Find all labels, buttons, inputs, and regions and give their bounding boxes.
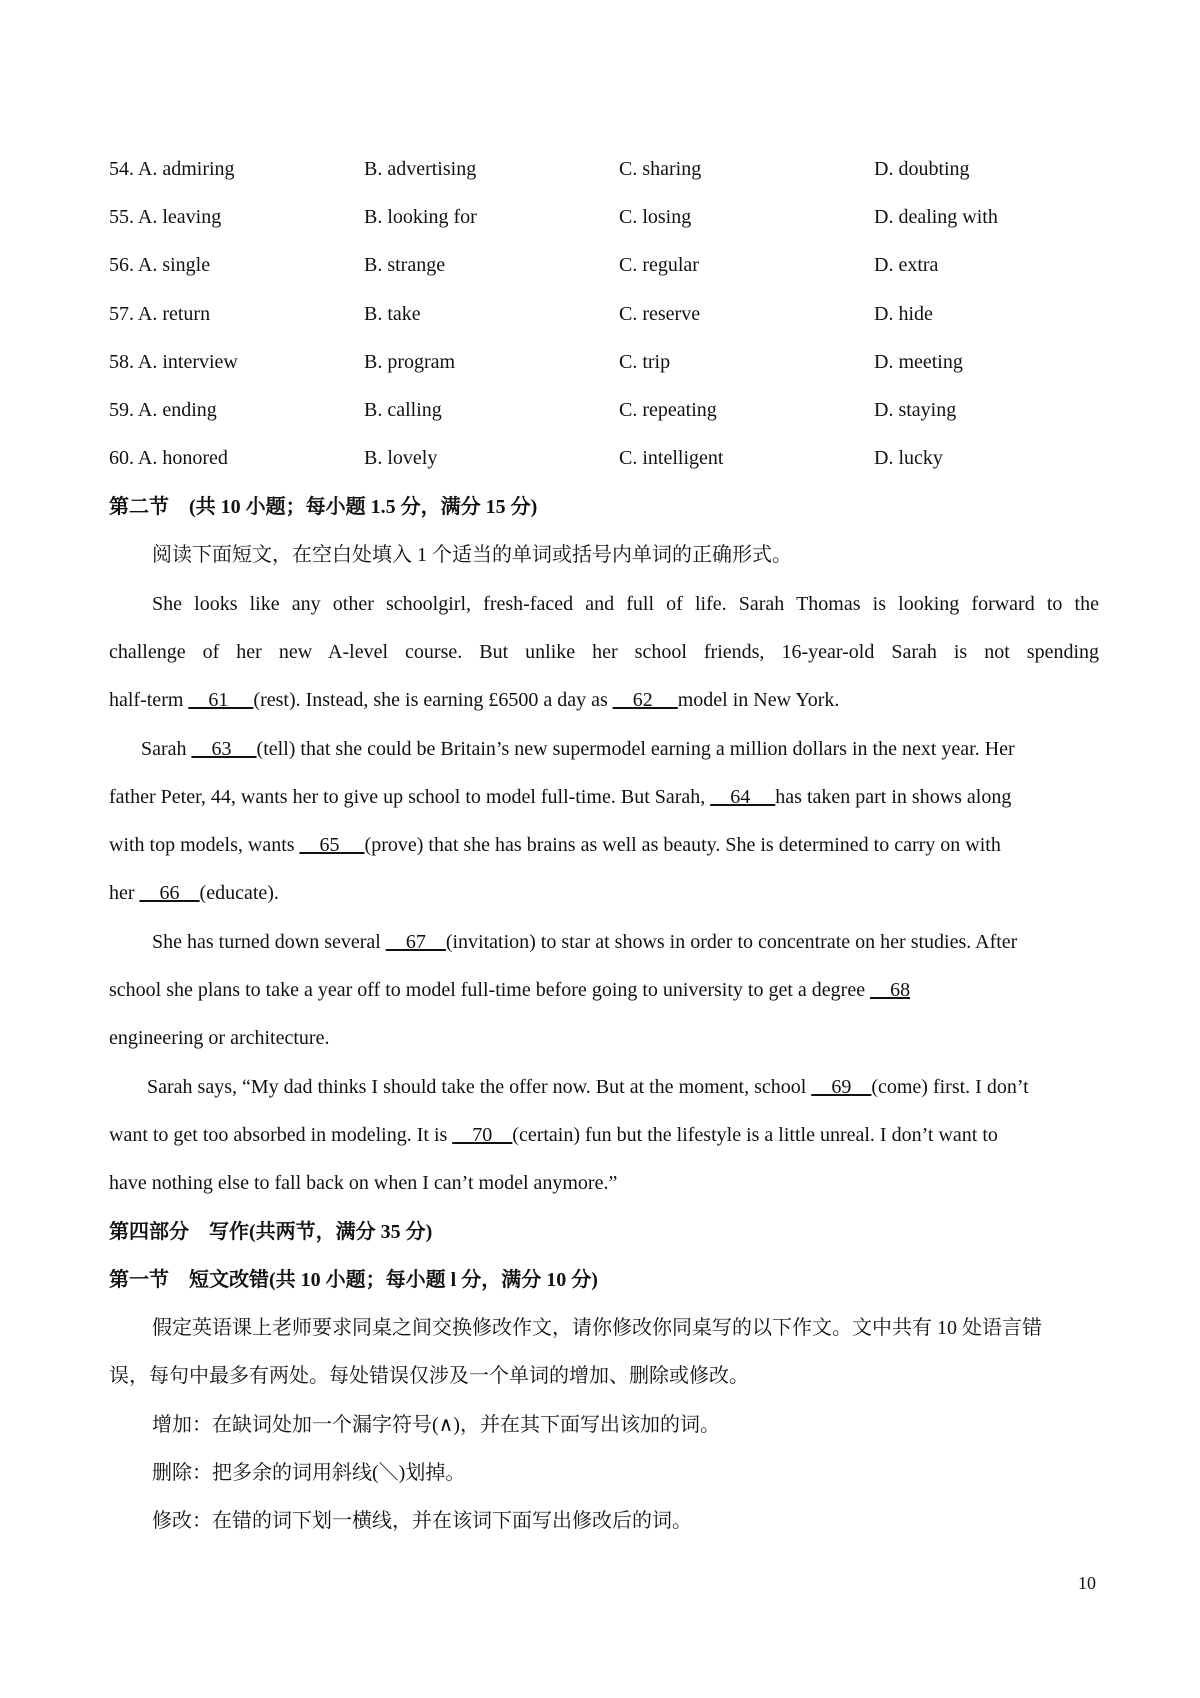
text: (prove) that she has brains as well as beauty. She is determined to carry on with: [364, 834, 1001, 857]
text: (educate).: [199, 882, 279, 905]
passage-line: [109, 676, 1099, 724]
option-b: B. advertising: [364, 157, 477, 180]
blank-66: __66__: [139, 882, 200, 905]
option-a: 57. A. return: [109, 302, 211, 325]
text: has taken part in shows along: [775, 785, 1012, 808]
option-d: D. meeting: [874, 350, 963, 373]
option-c: C. reserve: [619, 302, 701, 325]
blank-70: __70__: [452, 1123, 513, 1146]
part4-instruction: 误，每句中最多有两处。每处错误仅涉及一个单词的增加、删除或修改。: [109, 1365, 749, 1388]
passage-line: [109, 918, 1099, 966]
text: (invitation) to star at shows in order to concentrate on her studies. After: [445, 930, 1018, 953]
passage: [109, 580, 1099, 1208]
option-d: D. extra: [874, 254, 939, 277]
rule-add: 增加：在缺词处加一个漏字符号(∧)，并在其下面写出该加的词。: [152, 1413, 720, 1436]
option-d: D. lucky: [874, 447, 943, 470]
part4-section1-heading: 第一节 短文改错(共 10 小题；每小题 l 分，满分 10 分): [109, 1268, 598, 1291]
blank-63: __63__: [191, 737, 257, 760]
text: model in New York.: [677, 689, 840, 712]
option-c: C. sharing: [619, 157, 702, 180]
option-a: 59. A. ending: [109, 399, 217, 422]
option-row-58: [109, 338, 1099, 386]
passage-line: engineering or architecture.: [109, 1027, 330, 1050]
option-row-54: [109, 145, 1099, 193]
text: with top models, wants: [109, 834, 300, 857]
options-table: [109, 145, 1099, 483]
option-row-55: [109, 193, 1099, 241]
rule-delete: 删除：把多余的词用斜线(＼)划掉。: [152, 1462, 466, 1485]
text: Sarah says, “My dad thinks I should take the offer now. But at the moment, school: [147, 1075, 812, 1098]
passage-line: [109, 869, 1099, 917]
option-c: C. trip: [619, 350, 671, 373]
blank-61: __61__: [188, 689, 254, 712]
passage-line: have nothing else to fall back on when I can’t model anymore.”: [109, 1172, 618, 1195]
option-b: B. strange: [364, 254, 446, 277]
text: half-term: [109, 689, 189, 712]
passage-line: [109, 821, 1099, 869]
text: She has turned down several: [152, 930, 386, 953]
passage-line: [109, 1063, 1099, 1111]
passage-line: challenge of her new A-level course. But unlike her school friends, 16-year-old Sarah is not spending: [109, 640, 1099, 663]
option-a: 58. A. interview: [109, 350, 238, 373]
blank-62: __62__: [612, 689, 678, 712]
blank-67: __67__: [385, 930, 446, 953]
option-b: B. looking for: [364, 205, 477, 228]
passage-line: [109, 1111, 1099, 1159]
option-a: 54. A. admiring: [109, 157, 235, 180]
blank-65: __65__: [299, 834, 365, 857]
option-d: D. dealing with: [874, 205, 998, 228]
blank-68: __68: [870, 979, 911, 1002]
option-a: 55. A. leaving: [109, 205, 222, 228]
passage-line: [109, 966, 1099, 1014]
passage-line: [109, 725, 1099, 773]
part4-instruction: 假定英语课上老师要求同桌之间交换修改作文，请你修改你同桌写的以下作文。文中共有 10 处语言错: [152, 1317, 1042, 1340]
text: want to get too absorbed in modeling. It is: [109, 1123, 453, 1146]
text: (certain) fun but the lifestyle is a little unreal. I don’t want to: [512, 1123, 998, 1146]
option-c: C. regular: [619, 254, 699, 277]
page-number: 10: [1078, 1573, 1096, 1593]
text: (rest). Instead, she is earning £6500 a day as: [253, 689, 613, 712]
option-a: 60. A. honored: [109, 447, 228, 470]
option-b: B. program: [364, 350, 456, 373]
section2-heading: 第二节 (共 10 小题；每小题 1.5 分，满分 15 分): [109, 496, 538, 519]
option-d: D. doubting: [874, 157, 970, 180]
option-row-56: [109, 242, 1099, 290]
passage-line: She looks like any other schoolgirl, fresh-faced and full of life. Sarah Thomas is looking forward to the: [152, 592, 1099, 615]
passage-line: [109, 773, 1099, 821]
text: (tell) that she could be Britain’s new supermodel earning a million dollars in the next year. Her: [256, 737, 1015, 760]
option-b: B. lovely: [364, 447, 438, 470]
blank-64: __64__: [710, 785, 776, 808]
part4-heading: 第四部分 写作(共两节，满分 35 分): [109, 1220, 433, 1243]
option-row-57: [109, 290, 1099, 338]
option-c: C. intelligent: [619, 447, 724, 470]
option-a: 56. A. single: [109, 254, 211, 277]
option-c: C. losing: [619, 205, 692, 228]
option-row-60: [109, 435, 1099, 483]
option-b: B. take: [364, 302, 421, 325]
blank-69: __69__: [811, 1075, 872, 1098]
text: school she plans to take a year off to model full-time before going to university to get a degree: [109, 979, 871, 1002]
option-c: C. repeating: [619, 399, 717, 422]
exam-page: [109, 145, 1099, 1546]
text: Sarah: [141, 737, 192, 760]
option-d: D. hide: [874, 302, 933, 325]
text: her: [109, 882, 140, 905]
text: (come) first. I don’t: [871, 1075, 1029, 1098]
text: father Peter, 44, wants her to give up school to model full-time. But Sarah,: [109, 785, 711, 808]
section2-instruction: 阅读下面短文，在空白处填入 1 个适当的单词或括号内单词的正确形式。: [152, 544, 792, 567]
option-d: D. staying: [874, 399, 957, 422]
rule-modify: 修改：在错的词下划一横线，并在该词下面写出修改后的词。: [152, 1510, 692, 1533]
option-row-59: [109, 386, 1099, 434]
option-b: B. calling: [364, 399, 442, 422]
